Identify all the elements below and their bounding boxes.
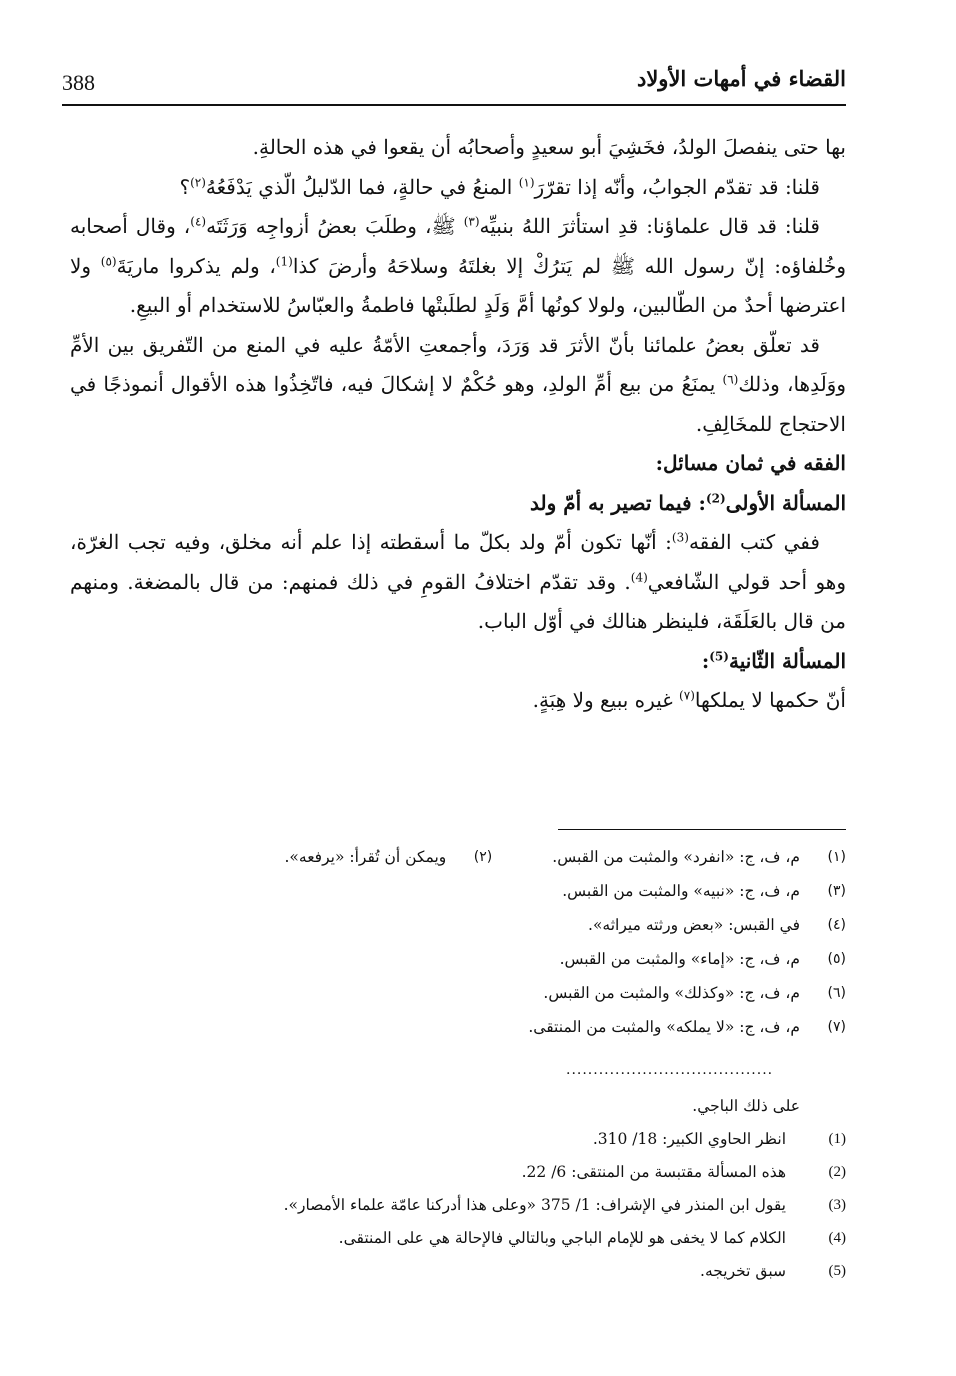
main-text [70,128,846,721]
footnote-rule [558,829,846,830]
text: غيره ببيع ولا هِبَةٍ. [532,688,680,712]
paragraph [70,523,846,642]
footnote-number: (3) [828,1197,846,1213]
text: المنعُ في حالةٍ، فما الدّليلُ الّذي يَدْفَعُهُ [205,174,519,199]
text: : أنّها تكون أمّ ولد بكلّ ما أسقطته إذا علم أنه مخلق، وفيه تجب الغرّة، وهو أحد قولي الشّافعي [70,530,846,594]
page-number: 388 [62,70,95,95]
footnote-ref[interactable]: (١) [518,174,535,189]
footnote-text: انظر الحاوي الكبير: 18/ 310. [592,1130,786,1148]
footnote-row [90,1189,846,1222]
footnote-number: (٥) [827,951,846,967]
text: المسألة الثّانية [728,648,846,673]
footnote-number: (١) [827,849,846,865]
dotted-separator: ...................................... [566,1062,774,1078]
footnote-text: م، ف، ج: «انفرد» والمثبت من القبس. [552,848,800,866]
footnote-row [90,1222,846,1255]
footnote-ref[interactable]: (٧) [679,688,695,703]
footnote-number: (5) [828,1263,846,1279]
footnote-number: (٤) [827,917,846,933]
footnote-ref[interactable]: (5) [709,648,729,663]
footnote-text: م، ف، ج: «وكذلك» والمثبت من القبس. [543,984,800,1002]
text: : فيما تصير به أمّ ولد [530,490,706,515]
footnote-row [90,1156,846,1189]
footnote-ref[interactable]: (2) [705,490,726,505]
footnote-ref[interactable]: (٦) [722,372,739,387]
footnote-ref[interactable]: (1) [275,253,293,268]
text: قلنا: قد قال علماؤنا: قدِ استأثرَ اللهُ بنبيِّه [479,214,820,238]
text: ؟ [179,174,191,199]
text: بها حتى ينفصلَ الولدُ، فخَشِيَ أبو سعيدٍ وأصحابُه أن يقعوا في هذه الحالةِ. [252,135,846,159]
text: ، ولم يذكروا ماريَةَ [116,253,276,278]
footnote-number: (٢) [473,849,493,865]
editor-footnotes [90,1090,846,1288]
footnote-text: في القبس: «بعض ورثته ميراثه». [588,916,800,934]
text: المسألة الأولى [725,490,846,515]
question-heading [70,642,846,682]
footnote-text: يقول ابن المنذر في الإشراف: 1/ 375 «وعلى هذا أدركنا عامّة علماء الأمصار». [283,1196,786,1214]
footnote-text: م، ف، ج: «إماء» والمثبت من القبس. [559,950,800,968]
footnote-text: ويمكن أن تُقرأ: «يرفعه». [284,848,447,866]
manuscript-footnotes [90,840,846,1044]
running-title: القضاء في أمهات الأولاد [636,66,846,91]
paragraph [70,326,846,445]
footnote-ref[interactable]: (٢) [190,174,206,189]
text: الفقه في ثمان مسائل: [655,451,846,475]
text: : [701,648,710,673]
paragraph [70,128,846,168]
footnote-row [90,976,846,1010]
footnote-number: (1) [828,1131,846,1147]
footnote-row [90,908,846,942]
footnote-row [90,1123,846,1156]
footnote-number: (4) [828,1230,846,1246]
footnote-text: على ذلك الباجي. [692,1097,800,1115]
footnote-row [90,874,846,908]
footnote-row [90,1255,846,1288]
footnote-ref[interactable]: (3) [671,530,689,545]
footnote-row [90,942,846,976]
text: ﷺ، وطلَبَ بعضُ أزواجِه وَرَثَتَه [206,214,464,238]
paragraph [70,681,846,721]
footnote-text: هذه المسألة مقتبسة من المنتقى: 6/ 22. [521,1163,786,1181]
footnote-row [90,1010,846,1044]
text: أنّ حكمها لا يملكها [694,688,846,712]
footnote-ref[interactable]: (٣) [463,214,480,229]
text: ، وقال أصحابه وخُلفاؤه: إنّ رسول الله ﷺ لم يَترُكْ إلا بغلتَهُ وسلاحَهُ وأرضَ كذا [70,214,847,278]
paragraph [70,207,846,326]
footnote-ref[interactable]: (٥) [100,253,117,268]
footnote-text: الكلام كما لا يخفى هو للإمام الباجي وبالتالي فالإحالة هي على المنتقى. [338,1229,786,1247]
footnote-ref[interactable]: (٤) [190,214,207,229]
header-rule [62,104,846,106]
text: . وقد تقدّم اختلافُ القومِ في ذلك فمنهم: من قال بالمضغة. ومنهم من قال بالعَلَقَة، فلينظر هنالك في أوّل الباب. [70,569,846,633]
question-heading [70,484,846,524]
text: ولا اعترضها أحدٌ من الطّالبين، ولولا كونُها أمَّ وَلَدٍ لطلَبتْها فاطمةُ والعبّاسُ للاستخدام أو البيعِ. [70,253,846,317]
footnote-text: م، ف، ج: «نبيه» والمثبت من القبس. [562,882,800,900]
footnote-row [90,840,846,874]
footnote-ref[interactable]: (4) [630,569,648,584]
footnote-number: (٣) [827,883,846,899]
text: قد تعلّق بعضُ علمائنا بأنّ الأثرَ قد وَرَدَ، وأجمعتِ الأمّةُ عليه في المنع من التّفريق بين الأمِّ ووَلَدِها، وذلك [70,332,846,396]
text: قلنا: قد تقدّم الجوابُ، وأنّه إذا تقرّرَ [534,174,820,199]
text: ففي كتب الفقه [688,530,820,554]
text: يمنَعُ من بيع أمِّ الولدِ، وهو حُكْمٌ لا إشكالَ فيه، فاتّخِذُوا هذه الأقوال أنموذجًا في الاحتجاج للمخَالِفِ. [70,372,846,436]
footnote-text: م، ف، ج: «لا يملكه» والمثبت من المنتقى. [528,1018,800,1036]
footnote-number: (٦) [827,985,846,1001]
paragraph [70,168,846,208]
running-head [62,62,846,102]
section-heading [70,444,846,484]
footnote-number: (٧) [827,1019,846,1035]
footnote-continuation [90,1090,846,1123]
footnote-text: سبق تخريجه. [700,1262,786,1280]
footnote-number: (2) [828,1164,846,1180]
